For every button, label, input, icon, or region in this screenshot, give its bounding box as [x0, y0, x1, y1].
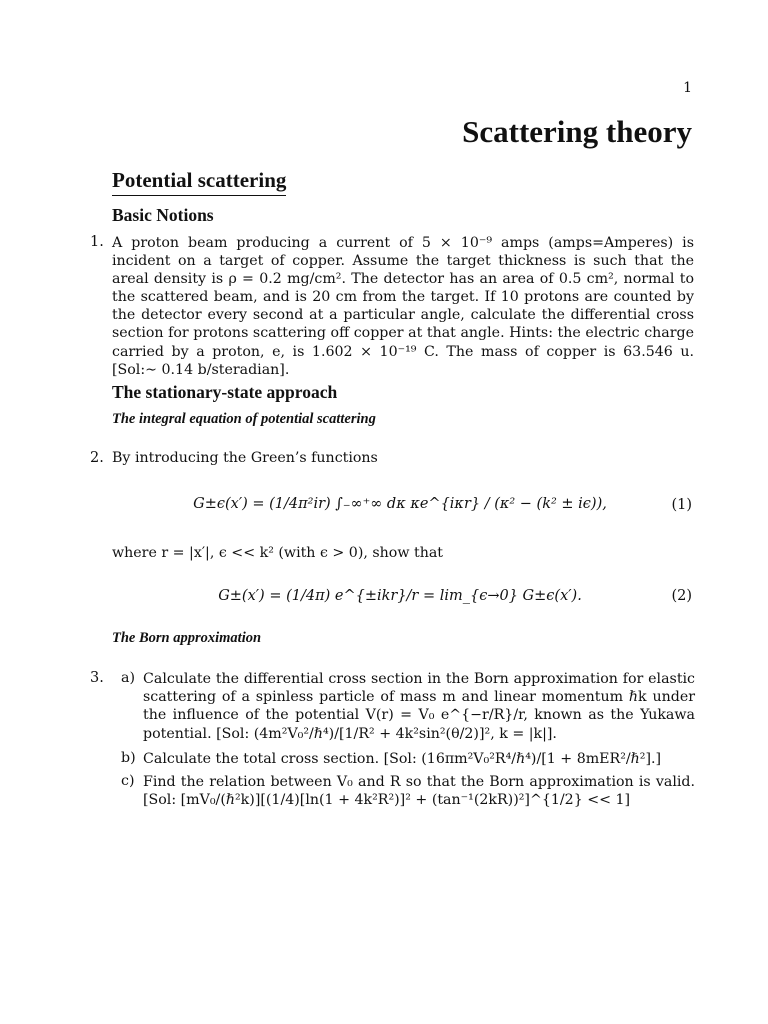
problem-1-text: A proton beam producing a current of 5 × 10⁻⁹ amps (amps=Amperes) is incident on a target of copper. Assume the target thickness is such that the areal density is ρ = 0.2 mg/cm². The detector has an area of 0.5 cm², normal to the scattered beam, and is 20 cm from the target. If 10 protons are counted by the detector every second at a particular angle, calculate the differential cross section for protons scattering off copper at that angle. Hints: the electric charge carried by a proton, e, is 1.602 × 10⁻¹⁹ C. The mass of copper is 63.546 u. [Sol:∼ 0.14 b/steradian]. [112, 235, 694, 378]
section-title: Potential scattering [112, 168, 286, 196]
equation-1: G±ϵ(x′) = (1/4π²ir) ∫₋∞⁺∞ dκ κe^{iκr} / (κ² − (k² ± iϵ)), [193, 496, 607, 512]
page-number: 1 [683, 80, 692, 96]
subsubsection-integral-equation: The integral equation of potential scattering [112, 411, 376, 427]
problem-2-number: 2. [90, 450, 104, 466]
subsubsection-born-approximation: The Born approximation [112, 630, 262, 646]
subsection-basic-notions: Basic Notions [112, 205, 214, 225]
subsection-stationary-state: The stationary-state approach [112, 382, 338, 402]
problem-3b-text: Calculate the total cross section. [Sol: (16πm²V₀²R⁴/ℏ⁴)/[1 + 8mER²/ℏ²].] [143, 751, 662, 767]
chapter-title: Scattering theory [462, 114, 692, 149]
problem-3c-text: Find the relation between V₀ and R so that the Born approximation is valid. [Sol: [mV₀/(ℏ²k)][(1/4)[ln(1 + 4k²R²)]² + (tan⁻¹(2kR))²]^{1/2} << 1] [143, 774, 695, 809]
equation-1-number: (1) [671, 497, 692, 513]
problem-3a-label: a) [121, 670, 135, 686]
problem-3b-label: b) [121, 750, 136, 766]
problem-3-number: 3. [90, 670, 104, 686]
equation-2-number: (2) [671, 588, 692, 604]
problem-3a-text: Calculate the differential cross section in the Born approximation for elastic scattering of a spinless particle of mass m and linear momentum ℏk under the influence of the potential V(r) = V₀ e^{−r/R}/r, known as the Yukawa potential. [Sol: (4m²V₀²/ℏ⁴)/[1/R² + 4k²sin²(θ/2)]², k = |k|]. [143, 671, 695, 742]
problem-3c-label: c) [121, 773, 135, 789]
problem-2-intro: By introducing the Green’s functions [112, 450, 378, 466]
problem-2-where: where r = |x′|, ϵ << k² (with ϵ > 0), show that [112, 545, 444, 561]
equation-2: G±(x′) = (1/4π) e^{±ikr}/r = lim_{ϵ→0} G±ϵ(x′). [218, 588, 582, 604]
problem-1-number: 1. [90, 234, 104, 250]
